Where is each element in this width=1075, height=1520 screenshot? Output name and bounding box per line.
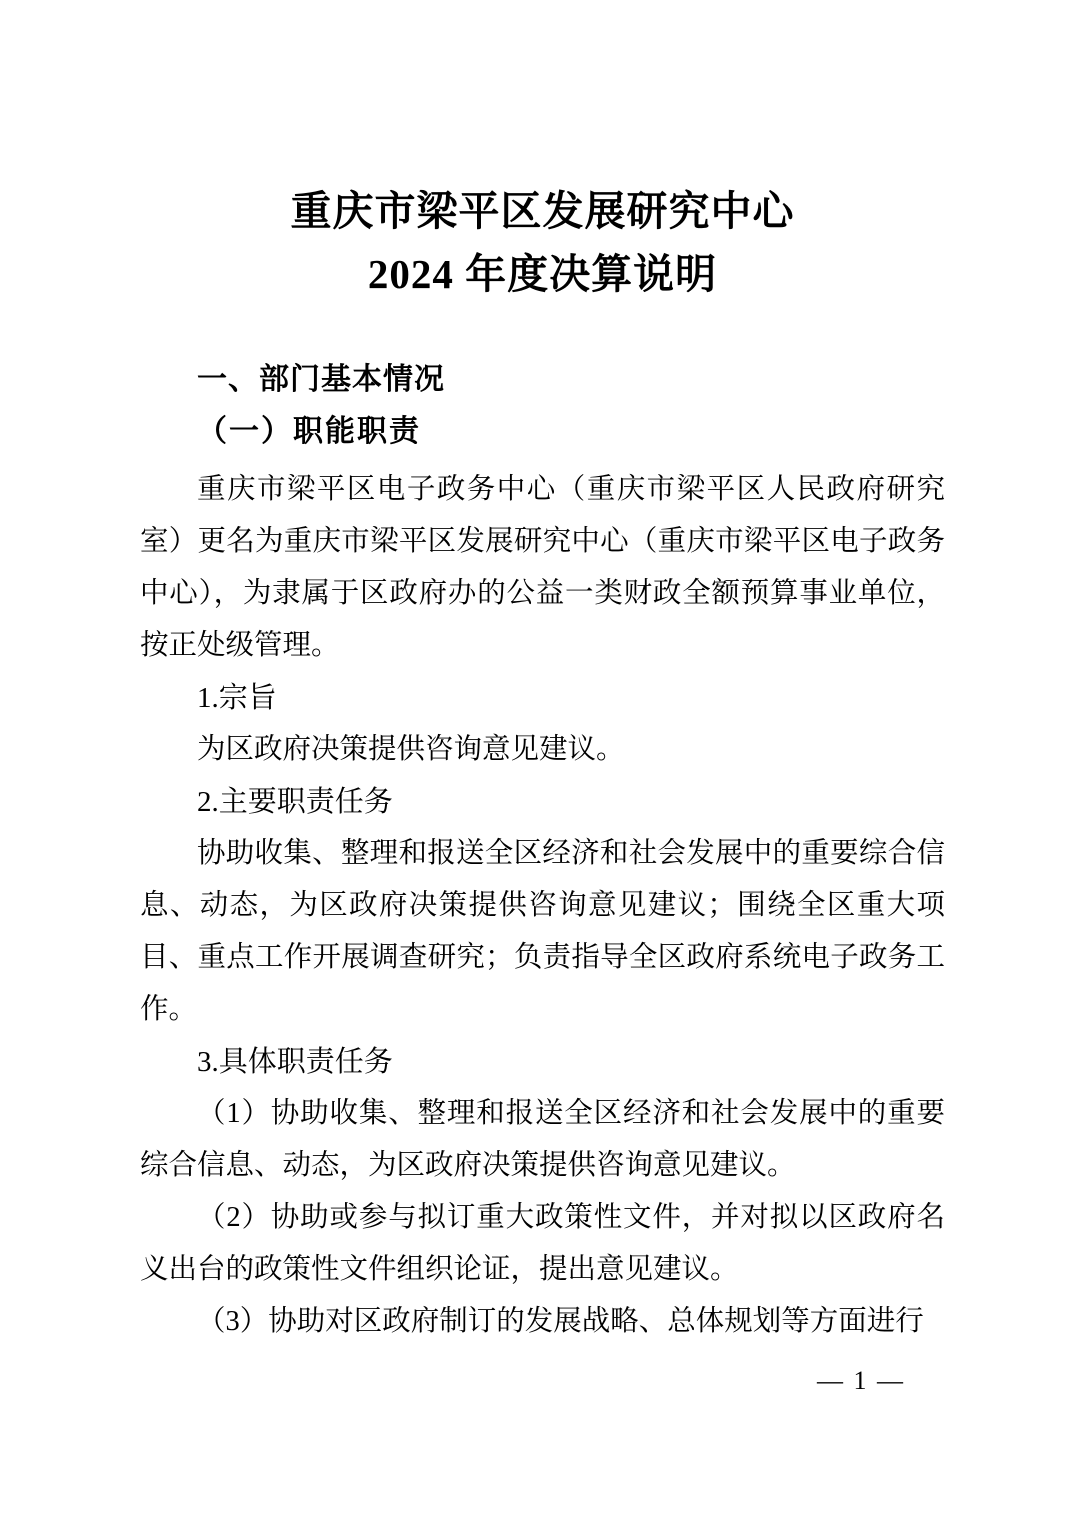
document-body <box>140 354 945 1348</box>
paragraph-specific-duty-1: （1）协助收集、整理和报送全区经济和社会发展中的重要综合信息、动态，为区政府决策提供咨询意见建议。 <box>140 1098 945 1181</box>
paragraph-purpose: 为区政府决策提供咨询意见建议。 <box>197 734 625 765</box>
document-title-line1: 重庆市梁平区发展研究中心 <box>290 188 795 234</box>
paragraph-specific-duty-2: （2）协助或参与拟订重大政策性文件，并对拟以区政府名义出台的政策性文件组织论证，提出意见建议。 <box>140 1202 945 1285</box>
numbered-heading-specific-duties: 3.具体职责任务 <box>197 1046 393 1078</box>
section-heading-basic-info: 一、部门基本情况 <box>197 363 445 396</box>
document-title-line2: 2024 年度决算说明 <box>367 251 718 297</box>
numbered-heading-main-duties: 2.主要职责任务 <box>197 786 393 818</box>
numbered-heading-purpose: 1.宗旨 <box>197 682 277 714</box>
paragraph-org-overview: 重庆市梁平区电子政务中心（重庆市梁平区人民政府研究室）更名为重庆市梁平区发展研究中心（重庆市梁平区电子政务中心），为隶属于区政府办的公益一类财政全额预算事业单位，按正处级管理。 <box>140 474 945 661</box>
document-title <box>140 180 945 306</box>
sub-heading-functions-duties: （一）职能职责 <box>197 415 421 448</box>
page-number: — 1 — <box>817 1366 905 1395</box>
paragraph-specific-duty-3: （3）协助对区政府制订的发展战略、总体规划等方面进行 <box>197 1306 924 1337</box>
paragraph-main-duties: 协助收集、整理和报送全区经济和社会发展中的重要综合信息、动态，为区政府决策提供咨询意见建议；围绕全区重大项目、重点工作开展调查研究；负责指导全区政府系统电子政务工作。 <box>140 838 945 1025</box>
